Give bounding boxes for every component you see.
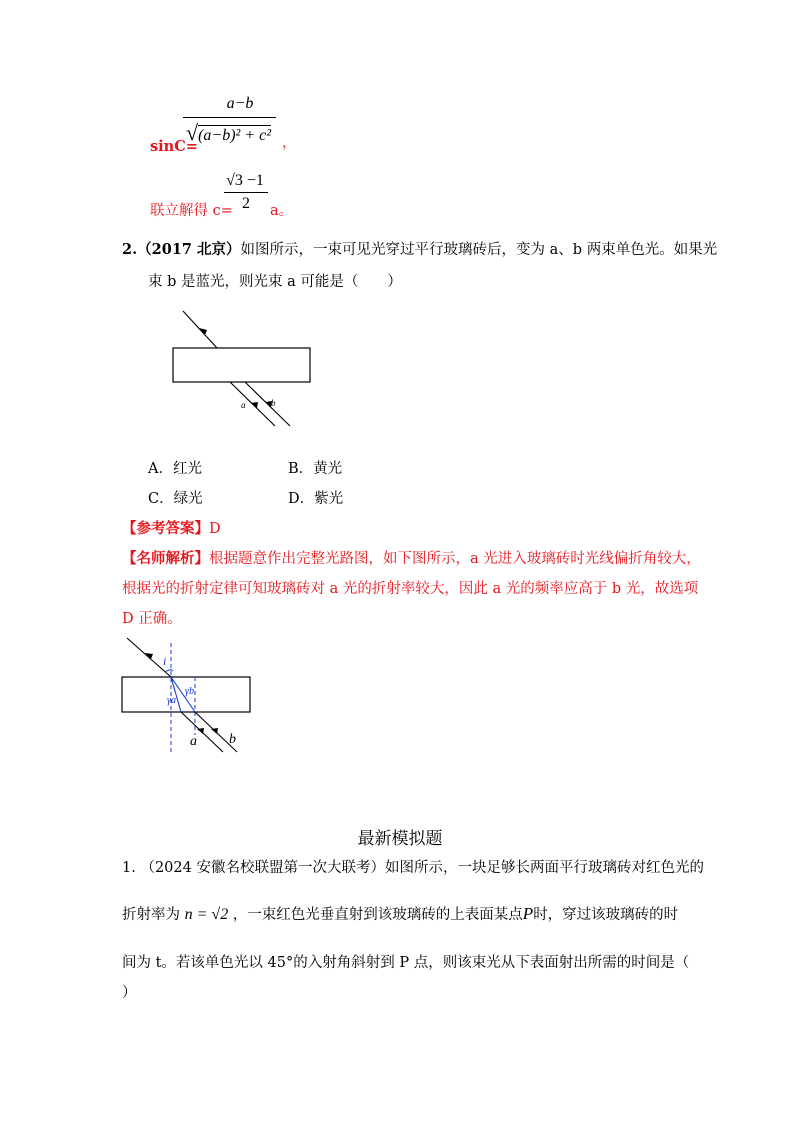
figure2-label-b: b bbox=[229, 732, 236, 747]
analysis-label: 【名师解析】 bbox=[122, 550, 209, 567]
answer-label: 【参考答案】 bbox=[122, 520, 209, 537]
question-new1-line4: ） bbox=[122, 985, 137, 1001]
figure2-label-i: i bbox=[163, 654, 167, 668]
figure2-label-a: a bbox=[190, 734, 197, 749]
c-denominator: 2 bbox=[242, 195, 250, 212]
question-new1-text2-end: 时，穿过该玻璃砖的时 bbox=[533, 907, 679, 923]
analysis-line1 bbox=[122, 549, 701, 569]
sinc-numerator: a−b bbox=[226, 95, 254, 112]
c-numerator: √3 −1 bbox=[226, 172, 264, 189]
point-p: P bbox=[522, 904, 534, 923]
question2-line2: 束 b 是蓝光，则光束 a 可能是（ ） bbox=[148, 274, 402, 290]
option-c: C．绿光 bbox=[148, 491, 203, 507]
figure-glass-brick bbox=[165, 308, 345, 448]
analysis-line3: D 正确。 bbox=[122, 611, 182, 627]
analysis-line2: 根据光的折射定律可知玻璃砖对 a 光的折射率较大，因此 a 光的频率应高于 b 光，故选项 bbox=[122, 581, 699, 597]
question-new1-source: （2024 安徽名校联盟第一次大联考） bbox=[140, 860, 385, 876]
question2-text1: 如图所示，一束可见光穿过平行玻璃砖后，变为 a、b 两束单色光。如果光 bbox=[240, 242, 718, 258]
question2-source: （2017 北京） bbox=[137, 241, 241, 258]
sinc-trailing: ， bbox=[282, 135, 297, 151]
sinc-fraction-bar bbox=[183, 117, 276, 118]
analysis-text1: 根据题意作出完整光路图，如下图所示，a 光进入玻璃砖时光线偏折角较大， bbox=[209, 551, 701, 567]
question-new1-text1: 如图所示，一块足够长两面平行玻璃砖对红色光的 bbox=[384, 860, 704, 876]
question-new1-text2-prefix: 折射率为 bbox=[122, 907, 180, 923]
question2-line1 bbox=[122, 240, 717, 260]
option-a: A．红光 bbox=[148, 461, 202, 477]
sqrt-icon: √ bbox=[186, 120, 199, 145]
question-new1-text2-suffix: ，一束红色光垂直射到该玻璃砖的上表面某点 bbox=[232, 907, 523, 923]
option-d: D．紫光 bbox=[288, 491, 344, 507]
answer-line bbox=[122, 519, 221, 539]
sinc-denominator: √(a−b)² + c² bbox=[186, 120, 272, 145]
option-b: B．黄光 bbox=[288, 461, 343, 477]
figure2-label-gamma-b: γb bbox=[185, 686, 194, 697]
question-new1-line3: 间为 t。若该单色光以 45°的入射角斜射到 P 点，则该束光从下表面射出所需的时间是（ bbox=[122, 955, 690, 971]
sinc-label: sinC= bbox=[150, 138, 198, 155]
c-trailing: a。 bbox=[270, 203, 294, 219]
question2-number: 2. bbox=[122, 241, 138, 258]
figure1-label-a: a bbox=[241, 400, 246, 410]
figure-light-path bbox=[115, 635, 265, 760]
figure1-label-b: b bbox=[271, 398, 276, 408]
question-new1-line2 bbox=[122, 904, 678, 925]
figure2-label-gamma-a: γa bbox=[167, 695, 176, 706]
question-new1-number: 1. bbox=[122, 860, 136, 876]
c-fraction-bar bbox=[224, 192, 268, 193]
answer-value: D bbox=[209, 521, 221, 537]
refractive-index-expr: n = √2 bbox=[184, 906, 229, 923]
section-title: 最新模拟题 bbox=[357, 829, 443, 849]
question-new1-line1 bbox=[122, 858, 704, 878]
c-label: 联立解得 c= bbox=[150, 203, 233, 219]
